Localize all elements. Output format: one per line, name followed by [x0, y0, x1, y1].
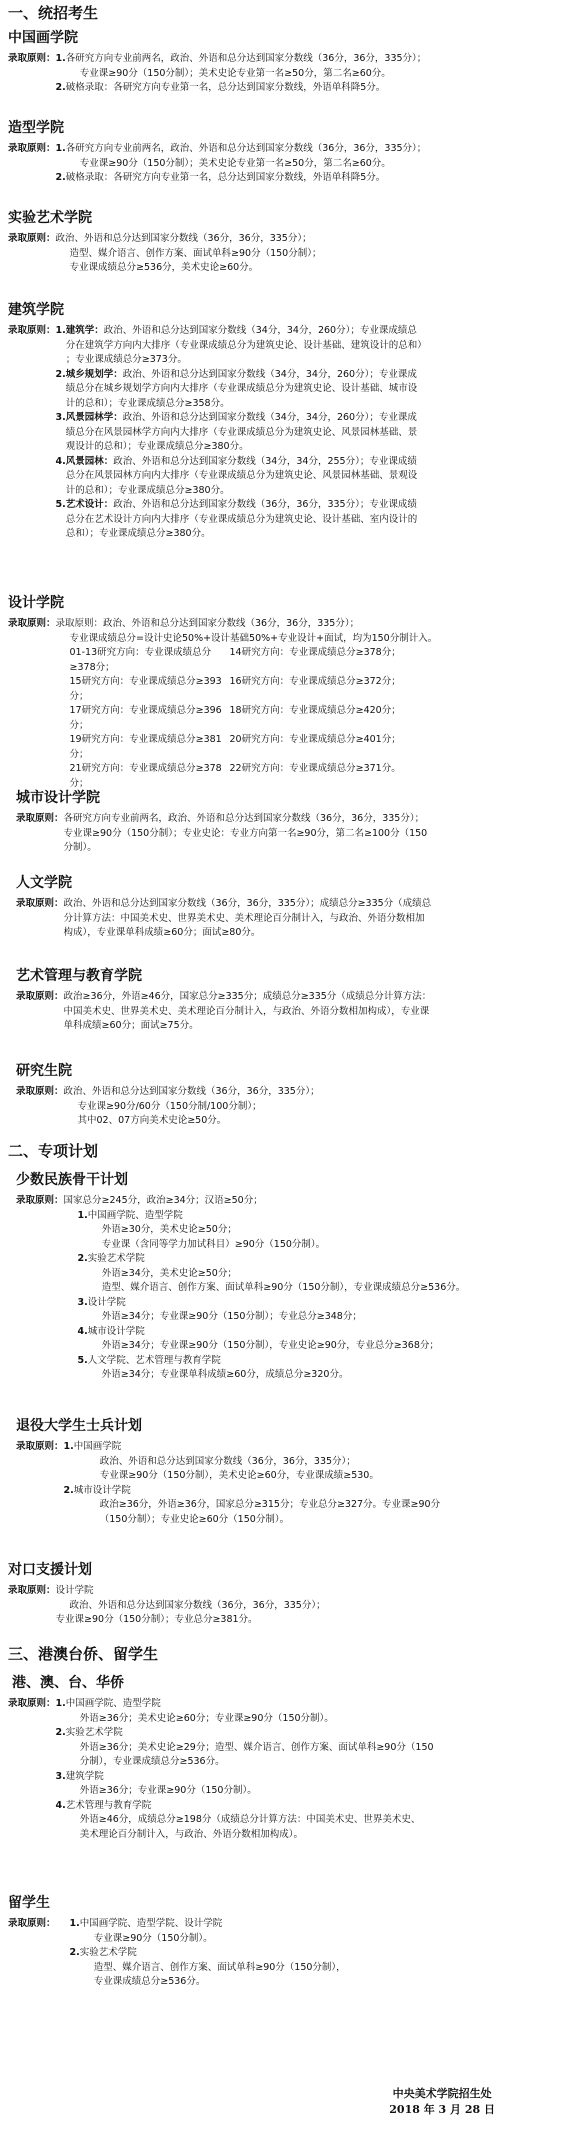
- jianzhu-rules: 录取原则： 1. 建筑学：政治、外语和总分达到国家分数线（34分，34分，260分）；专业课成绩总 分在建筑学方向内大排序（专业课成绩总分为建筑史论、设计基础、建筑设计的总和） ；专业课成绩总分≥373分。 2. 城乡规划学：政治、外语和总分达到国家分数线（34分，34分，260分）；专业课成 绩总分在城乡规划学方向内大排序（专业课成绩总分为建筑史论、设计基础、城市设 计的总和）；专业课成绩总分≥358分。 3. 风景园林学：政治、外语和总分达到国家分数线（34分，34分，260分）；专业课成 绩总分在风景园林学方向内大排序（专业课成绩总分为建筑史论、风景园林基础、景 观设计的总和）；专业课成绩总分≥380分。 4. 风景园林：政治、外语和总分达到国家分数线（34分，34分，255分）；专业课成绩 总分在风景园林方向内大排序（专业课成绩总分为建筑史论、风景园林基础、景观设 计的总和）；专业课成绩总分≥380分。 5. 艺术设计：政治、外语和总分达到国家分数线（36分，36分，335分）；专业课成绩 总分在艺术设计方向内大排序（专业课成绩总分为建筑史论、设计基础、室内设计的 总和）；专业课成绩总分≥380分。: [8, 325, 427, 539]
- signature-date: 2018 年 3 月 28 日: [389, 2103, 495, 2116]
- yiguan-title: 艺术管理与教育学院: [16, 968, 142, 984]
- signature: [389, 2086, 495, 2118]
- liuxue-title: 留学生: [8, 1895, 50, 1911]
- liuxue-rules: 录取原则： 1. 中国画学院、造型学院、设计学院 专业课≥90分（150分制）。 2. 实验艺术学院 造型、媒介语言、创作方案、面试单科≥90分（150分制）， 专业课成绩总分≥536分。: [8, 1918, 346, 1987]
- signature-org: 中央美术学院招生处: [392, 2087, 492, 2100]
- section-2-title: 二、专项计划: [8, 1142, 99, 1160]
- yiguan-rules: 录取原则： 政治≥36分，外语≥46分，国家总分≥335分；成绩总分≥335分（成绩总分计算方法： 中国美术史、世界美术史、美术理论百分制计入，与政治、外语分数相加构成），专业课 单科成绩≥60分；面试≥75分。: [16, 991, 432, 1031]
- chengshi-rules: 录取原则： 各研究方向专业前两名，政治、外语和总分达到国家分数线（36分，36分，335分）； 专业课≥90分（150分制）；专业史论：专业方向第一名≥90分，第二名≥100分（150 分制）。: [16, 813, 428, 853]
- gangao-title: 港、澳、台、华侨: [12, 1675, 124, 1691]
- guohua-title: 中国画学院: [8, 30, 78, 46]
- shiyan-rules: 录取原则： 政治、外语和总分达到国家分数线（36分，36分，335分）； 造型、媒介语言、创作方案、面试单科≥90分（150分制）； 专业课成绩总分≥536分，美术史论≥60分。: [8, 233, 322, 273]
- tuiyi-rules: 录取原则： 1. 中国画学院 政治、外语和总分达到国家分数线（36分，36分，335分）； 专业课≥90分（150分制），美术史论≥60分，专业课成绩≥530。 2. 城市设计学院 政治≥36分，外语≥36分，国家总分≥315分；专业总分≥327分。专业课≥90分 （150分制）；专业史论≥60分（150分制）。: [16, 1441, 441, 1525]
- jianzhu-title: 建筑学院: [8, 302, 64, 318]
- shaoshu-title: 少数民族骨干计划: [16, 1172, 128, 1188]
- zaoxing-title: 造型学院: [8, 120, 64, 136]
- gangao-rules: 录取原则： 1. 中国画学院、造型学院 外语≥36分；美术史论≥60分；专业课≥90分（150分制）。 2. 实验艺术学院 外语≥36分；美术史论≥29分；造型、媒介语言、创作方案、面试单科≥90分（150 分制），专业课成绩总分≥536分。 3. 建筑学院 外语≥36分；专业课≥90分（150分制）。 4. 艺术管理与教育学院 外语≥46分，成绩总分≥198分（成绩总分计算方法：中国美术史、世界美术史、 美术理论百分制计入，与政治、外语分数相加构成）。: [8, 1698, 434, 1840]
- guohua-rules: 录取原则： 1. 各研究方向专业前两名，政治、外语和总分达到国家分数线（36分，36分，335分）； 专业课≥90分（150分制）；美术史论专业第一名≥50分，第二名≥60分。 2. 破格录取：各研究方向专业第一名，总分达到国家分数线，外语单科降5分。: [8, 52, 569, 96]
- renwen-title: 人文学院: [16, 875, 72, 891]
- sheji-title: 设计学院: [8, 595, 64, 611]
- zaoxing-rules: 录取原则： 1. 各研究方向专业前两名，政治、外语和总分达到国家分数线（36分，36分，335分）； 专业课≥90分（150分制）；美术史论专业第一名≥50分，第二名≥60分。 2. 破格录取：各研究方向专业第一名，总分达到国家分数线，外语单科降5分。: [8, 143, 427, 183]
- section-3-title: 三、港澳台侨、留学生: [8, 1645, 159, 1663]
- shaoshu-rules: 录取原则： 国家总分≥245分，政治≥34分；汉语≥50分； 1. 中国画学院、造型学院 外语≥30分，美术史论≥50分； 专业课（含同等学力加试科目）≥90分（150分制）。 2. 实验艺术学院 外语≥34分，美术史论≥50分； 造型、媒介语言、创作方案、面试单科≥90分（150分制），专业课成绩总分≥536分。 3. 设计学院 外语≥34分；专业课≥90分（150分制）；专业总分≥348分； 4. 城市设计学院 外语≥34分；专业课≥90分（150分制），专业史论≥90分，专业总分≥368分； 5. 人文学院、艺术管理与教育学院 外语≥34分；专业课单科成绩≥60分，成绩总分≥320分。: [16, 1195, 466, 1380]
- sheji-grid: 01-13研究方向：专业课成绩总分≥378分； 14研究方向：专业课成绩总分≥378分； 15研究方向：专业课成绩总分≥393分； 16研究方向：专业课成绩总分≥372分； 17研究方向：专业课成绩总分≥396分； 18研究方向：专业课成绩总分≥420分； 19研究方向：专业课成绩总分≥381分； 20研究方向：专业课成绩总分≥401分； 21研究方向：专业课成绩总分≥378分； 22研究方向：专业课成绩总分≥371分。: [69, 647, 401, 789]
- renwen-rules: 录取原则： 政治、外语和总分达到国家分数线（36分，36分，335分）；成绩总分≥335分（成绩总 分计算方法：中国美术史、世界美术史、美术理论百分制计入，与政治、外语分数相加 构成），专业课单科成绩≥60分；面试≥80分。: [16, 898, 432, 938]
- section-1-title: 一、统招考生: [8, 4, 99, 22]
- tuiyi-title: 退役大学生士兵计划: [16, 1418, 142, 1434]
- duikou-title: 对口支援计划: [8, 1562, 92, 1578]
- chengshi-title: 城市设计学院: [16, 790, 100, 806]
- sheji-rules: 录取原则： 录取原则：政治、外语和总分达到国家分数线（36分，36分，335分）； 专业课成绩总分=设计史论50%+设计基础50%+专业设计+面试，均为150分制计入。 01-13研究方向：专业课成绩总分≥378分； 14研究方向：专业课成绩总分≥378分； 15研究方向：专业课成绩总分≥393分； 16研究方向：专业课成绩总分≥372分； 17研究方向：专业课成绩总分≥396分； 18研究方向：专业课成绩总分≥420分； 19研究方向：专业课成绩总分≥381分； 20研究方向：专业课成绩总分≥401分； 21研究方向：专业课成绩总分≥378分； 22研究方向：专业课成绩总分≥371分。: [8, 617, 569, 791]
- rule-label: 录取原则：: [8, 53, 56, 64]
- duikou-rules: 录取原则： 设计学院 政治、外语和总分达到国家分数线（36分，36分，335分）； 专业课≥90分（150分制）；专业总分≥381分。: [8, 1585, 326, 1625]
- yanjiusheng-rules: 录取原则： 政治、外语和总分达到国家分数线（36分，36分，335分）； 专业课≥90分/60分（150分制/100分制）； 其中02、07方向美术史论≥50分。: [16, 1086, 320, 1126]
- yanjiusheng-title: 研究生院: [16, 1063, 72, 1079]
- shiyan-title: 实验艺术学院: [8, 210, 92, 226]
